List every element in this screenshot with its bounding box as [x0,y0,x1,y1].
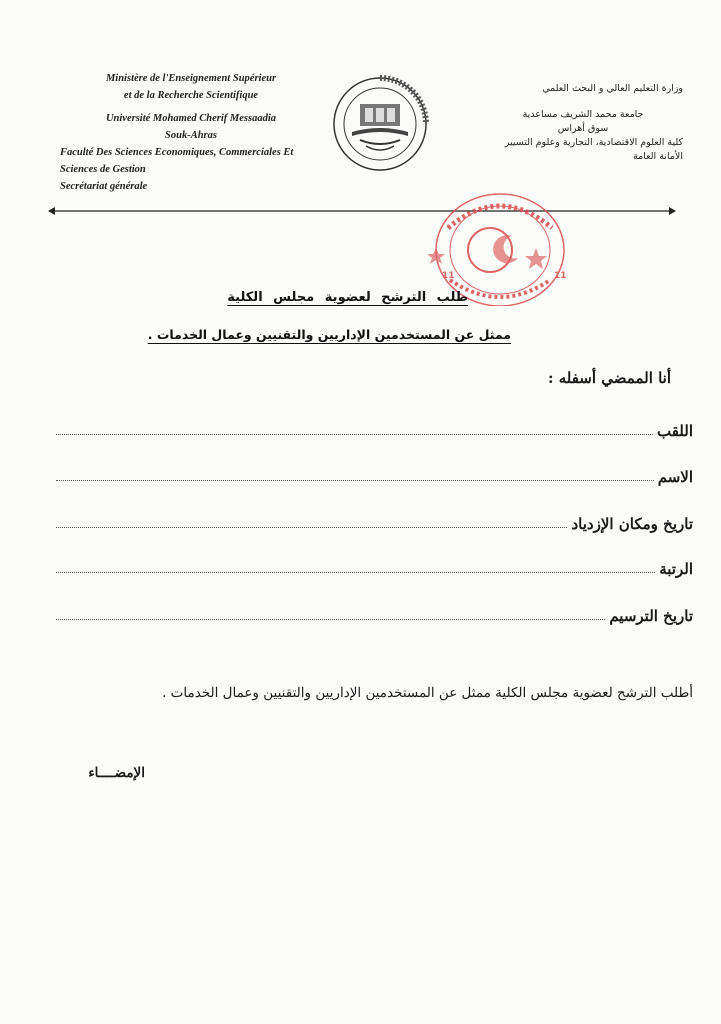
secretariat-ar: الأمانة العامة [633,151,683,162]
faculty-ar: كلية العلوم الاقتصادية، التجارية وعلوم التسيير [504,137,683,148]
field-first-name[interactable] [56,458,693,486]
field-label: الاسم [657,468,693,486]
form-title: طلب الترشح لعضوية مجلس الكلية [227,290,468,305]
field-rank[interactable] [56,550,693,578]
field-label: تاريخ ومكان الإزدياد [571,515,693,533]
field-label: اللقب [656,422,693,440]
field-dotted-line[interactable] [56,479,654,481]
field-dotted-line[interactable] [56,571,655,573]
stamp-number-right: 11 [554,271,567,281]
secretariat-line: Secrétariat générale [60,181,148,192]
university-name: Université Mohamed Cherif Messaadia [105,113,277,124]
ministry-ar: وزارة التعليم العالي و البحث العلمي [542,83,683,94]
intro-text: أنا الممضي أسفله : [547,369,671,387]
stamp-number-left: 11 [442,271,455,281]
ministry-line-2: et de la Recherche Scientifique [123,90,259,101]
field-surname[interactable] [56,412,693,440]
ministry-line-1: Ministère de l'Enseignement Supérieur [105,73,277,84]
form-subtitle: ممثل عن المستخدمين الإداريين والتقنيين وعمال الخدمات . [147,327,511,342]
university-city: Souk-Ahras [165,130,217,141]
university-ar: جامعة محمد الشريف مساعدية [522,109,644,120]
faculty-line-1: Faculté Des Sciences Economiques, Commerciales Et [60,147,294,158]
header-arabic [483,82,683,164]
header-french [56,70,326,195]
city-ar: سوق أهراس [557,123,609,134]
field-label: تاريخ الترسيم [609,607,693,625]
field-tenure-date[interactable] [56,597,693,625]
official-stamp [428,188,578,306]
field-dotted-line[interactable] [56,618,605,620]
field-birth-date-place[interactable] [56,505,693,533]
field-label: الرتبة [659,560,693,578]
request-text: أطلب الترشح لعضوية مجلس الكلية ممثل عن المستخدمين الإداريين والتقنيين وعمال الخدمات . [162,685,693,701]
field-dotted-line[interactable] [56,526,567,528]
header-divider [48,206,676,216]
university-logo-icon [330,74,430,174]
signature-label: الإمضــــاء [88,765,145,781]
field-dotted-line[interactable] [56,433,653,435]
faculty-line-2: Sciences de Gestion [60,164,146,175]
